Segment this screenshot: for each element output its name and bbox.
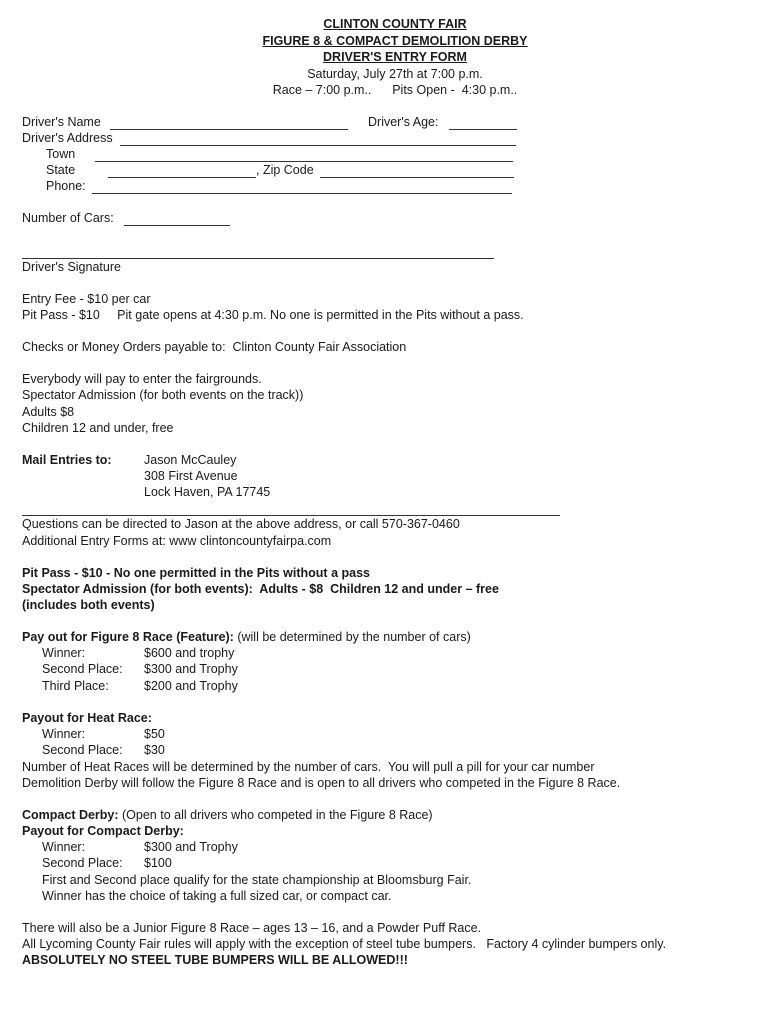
includes-both-events: (includes both events) <box>22 598 155 612</box>
zip-code-field[interactable] <box>320 177 514 178</box>
heat-prize: $50 <box>144 727 165 741</box>
state-label: State <box>46 163 76 177</box>
questions-contact: Questions can be directed to Jason at the above address, or call 570-367-0460 <box>22 517 460 531</box>
compact-prize: $300 and Trophy <box>144 840 238 854</box>
state-field[interactable] <box>108 177 256 178</box>
mail-city: Lock Haven, PA 17745 <box>144 485 271 499</box>
heat-races-note: Number of Heat Races will be determined by the number of cars. You will pull a pill for your car number <box>22 760 595 774</box>
steel-bumper-warning: ABSOLUTELY NO STEEL TUBE BUMPERS WILL BE ALLOWED!!! <box>22 953 408 967</box>
admission-adults: Adults $8 <box>22 405 75 419</box>
checks-payable: Checks or Money Orders payable to: Clinton County Fair Association <box>22 340 407 354</box>
divider-line <box>22 515 560 516</box>
admission-spectator: Spectator Admission (for both events on the track)) <box>22 388 304 402</box>
title-event: FIGURE 8 & COMPACT DEMOLITION DERBY <box>262 34 528 48</box>
winner-choice-note: Winner has the choice of taking a full sized car, or compact car. <box>42 889 392 903</box>
spectator-summary: Spectator Admission (for both events): Adults - $8 Children 12 and under – free <box>22 582 499 596</box>
event-times: Race – 7:00 p.m.. Pits Open - 4:30 p.m.. <box>272 83 518 97</box>
driver-age-label: Driver's Age: <box>368 115 439 129</box>
additional-forms: Additional Entry Forms at: www clintoncountyfairpa.com <box>22 534 332 548</box>
entry-fee: Entry Fee - $10 per car <box>22 292 151 306</box>
pit-pass-summary: Pit Pass - $10 - No one permitted in the Pits without a pass <box>22 566 370 580</box>
phone-label: Phone: <box>46 179 86 193</box>
driver-name-field[interactable] <box>110 129 348 130</box>
driver-address-field[interactable] <box>120 145 516 146</box>
town-field[interactable] <box>95 161 513 162</box>
driver-address-label: Driver's Address <box>22 131 113 145</box>
phone-field[interactable] <box>92 193 512 194</box>
rules-note: All Lycoming County Fair rules will apply with the exception of steel tube bumpers. Factory 4 cylinder bumpers only. <box>22 937 667 951</box>
demolition-derby-note: Demolition Derby will follow the Figure 8 Race and is open to all drivers who competed in the Figure 8 Race. <box>22 776 621 790</box>
title-form: DRIVER'S ENTRY FORM <box>323 50 467 64</box>
driver-age-field[interactable] <box>449 129 517 130</box>
compact-derby-heading <box>22 808 433 823</box>
figure8-payout-heading <box>22 630 471 645</box>
state-championship-note: First and Second place qualify for the state championship at Bloomsburg Fair. <box>42 873 472 887</box>
compact-payout-title: Payout for Compact Derby: <box>22 824 184 838</box>
pit-pass-info: Pit Pass - $10 Pit gate opens at 4:30 p.m. No one is permitted in the Pits without a pass. <box>22 308 524 322</box>
figure8-prize: $300 and Trophy <box>144 662 238 676</box>
figure8-payout-note: (will be determined by the number of cars) <box>233 630 471 644</box>
number-of-cars-label: Number of Cars: <box>22 211 114 225</box>
compact-place: Second Place: <box>42 856 123 870</box>
zip-code-label: , Zip Code <box>256 163 314 177</box>
figure8-place: Winner: <box>42 646 86 660</box>
compact-derby-note: (Open to all drivers who competed in the Figure 8 Race) <box>118 808 433 822</box>
admission-everybody: Everybody will pay to enter the fairgrounds. <box>22 372 262 386</box>
title-fair: CLINTON COUNTY FAIR <box>323 17 467 31</box>
signature-label: Driver's Signature <box>22 260 121 274</box>
compact-derby-title: Compact Derby: <box>22 808 119 822</box>
figure8-prize: $600 and trophy <box>144 646 235 660</box>
heat-payout-title: Payout for Heat Race: <box>22 711 152 725</box>
driver-name-label: Driver's Name <box>22 115 101 129</box>
mail-entries-label: Mail Entries to: <box>22 453 112 467</box>
mail-name: Jason McCauley <box>144 453 237 467</box>
heat-place: Second Place: <box>42 743 123 757</box>
event-date: Saturday, July 27th at 7:00 p.m. <box>307 67 483 81</box>
figure8-place: Second Place: <box>42 662 123 676</box>
town-label: Town <box>46 147 76 161</box>
compact-prize: $100 <box>144 856 172 870</box>
junior-race-note: There will also be a Junior Figure 8 Race – ages 13 – 16, and a Powder Puff Race. <box>22 921 482 935</box>
compact-place: Winner: <box>42 840 86 854</box>
figure8-place: Third Place: <box>42 679 109 693</box>
heat-prize: $30 <box>144 743 165 757</box>
heat-place: Winner: <box>42 727 86 741</box>
figure8-prize: $200 and Trophy <box>144 679 238 693</box>
admission-children: Children 12 and under, free <box>22 421 174 435</box>
signature-field[interactable] <box>22 258 494 259</box>
number-of-cars-field[interactable] <box>124 225 230 226</box>
mail-street: 308 First Avenue <box>144 469 238 483</box>
figure8-payout-title: Pay out for Figure 8 Race (Feature): <box>22 630 234 644</box>
